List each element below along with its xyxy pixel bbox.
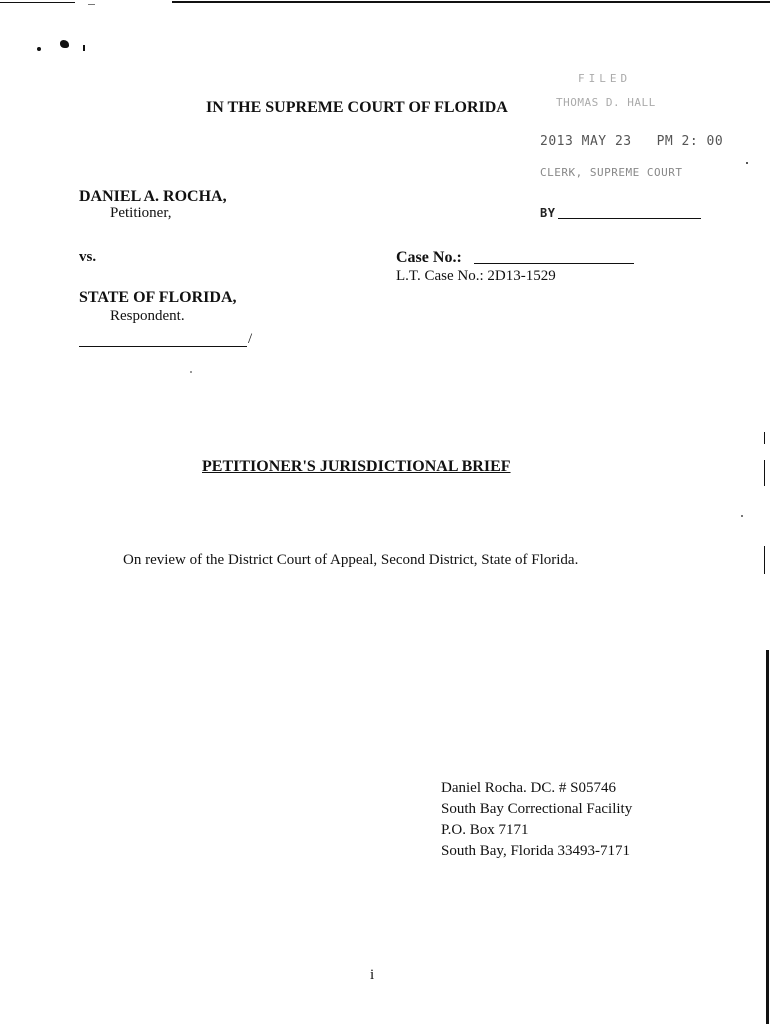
brief-title: PETITIONER'S JURISDICTIONAL BRIEF [202,458,511,475]
top-border-tick [88,4,95,5]
petitioner-role: Petitioner, [110,205,172,221]
right-edge-mark [764,432,765,444]
stamp-clerk-office: CLERK, SUPREME COURT [540,166,683,179]
stamp-by: BY [540,206,556,220]
lower-tribunal-case: L.T. Case No.: 2D13-1529 [396,268,556,284]
case-no-blank [474,263,634,264]
address-line-facility: South Bay Correctional Facility [441,801,633,817]
scan-speck [746,162,748,164]
caption-signature-line [79,346,247,347]
scan-speck [741,515,743,517]
stamp-date: 2013 MAY 23 PM 2: 00 [540,134,724,149]
address-line-pobox: P.O. Box 7171 [441,822,529,838]
address-line-city: South Bay, Florida 33493-7171 [441,843,631,859]
case-no-label: Case No.: [396,249,462,266]
scan-speck [190,371,192,373]
court-heading: IN THE SUPREME COURT OF FLORIDA [206,99,508,116]
respondent-name: STATE OF FLORIDA, [79,289,237,306]
right-edge-mark [764,460,765,486]
right-edge-border [766,650,769,1024]
top-border-left [0,2,75,3]
address-line-name: Daniel Rocha. DC. # S05746 [441,780,616,796]
top-border-right [172,1,770,3]
caption-slash: / [248,331,253,347]
scan-speck [60,40,69,48]
respondent-role: Respondent. [110,308,185,324]
scan-speck [37,47,41,51]
petitioner-name: DANIEL A. ROCHA, [79,188,227,205]
scan-speck [83,45,85,51]
stamp-filed: FILED [578,72,632,85]
vs-label: vs. [79,249,97,265]
right-edge-mark [764,546,765,574]
stamp-clerk-name: THOMAS D. HALL [556,96,656,109]
review-statement: On review of the District Court of Appeal, Second District, State of Florida. [123,552,579,568]
page-number: i [370,967,375,983]
stamp-by-line [558,218,701,219]
